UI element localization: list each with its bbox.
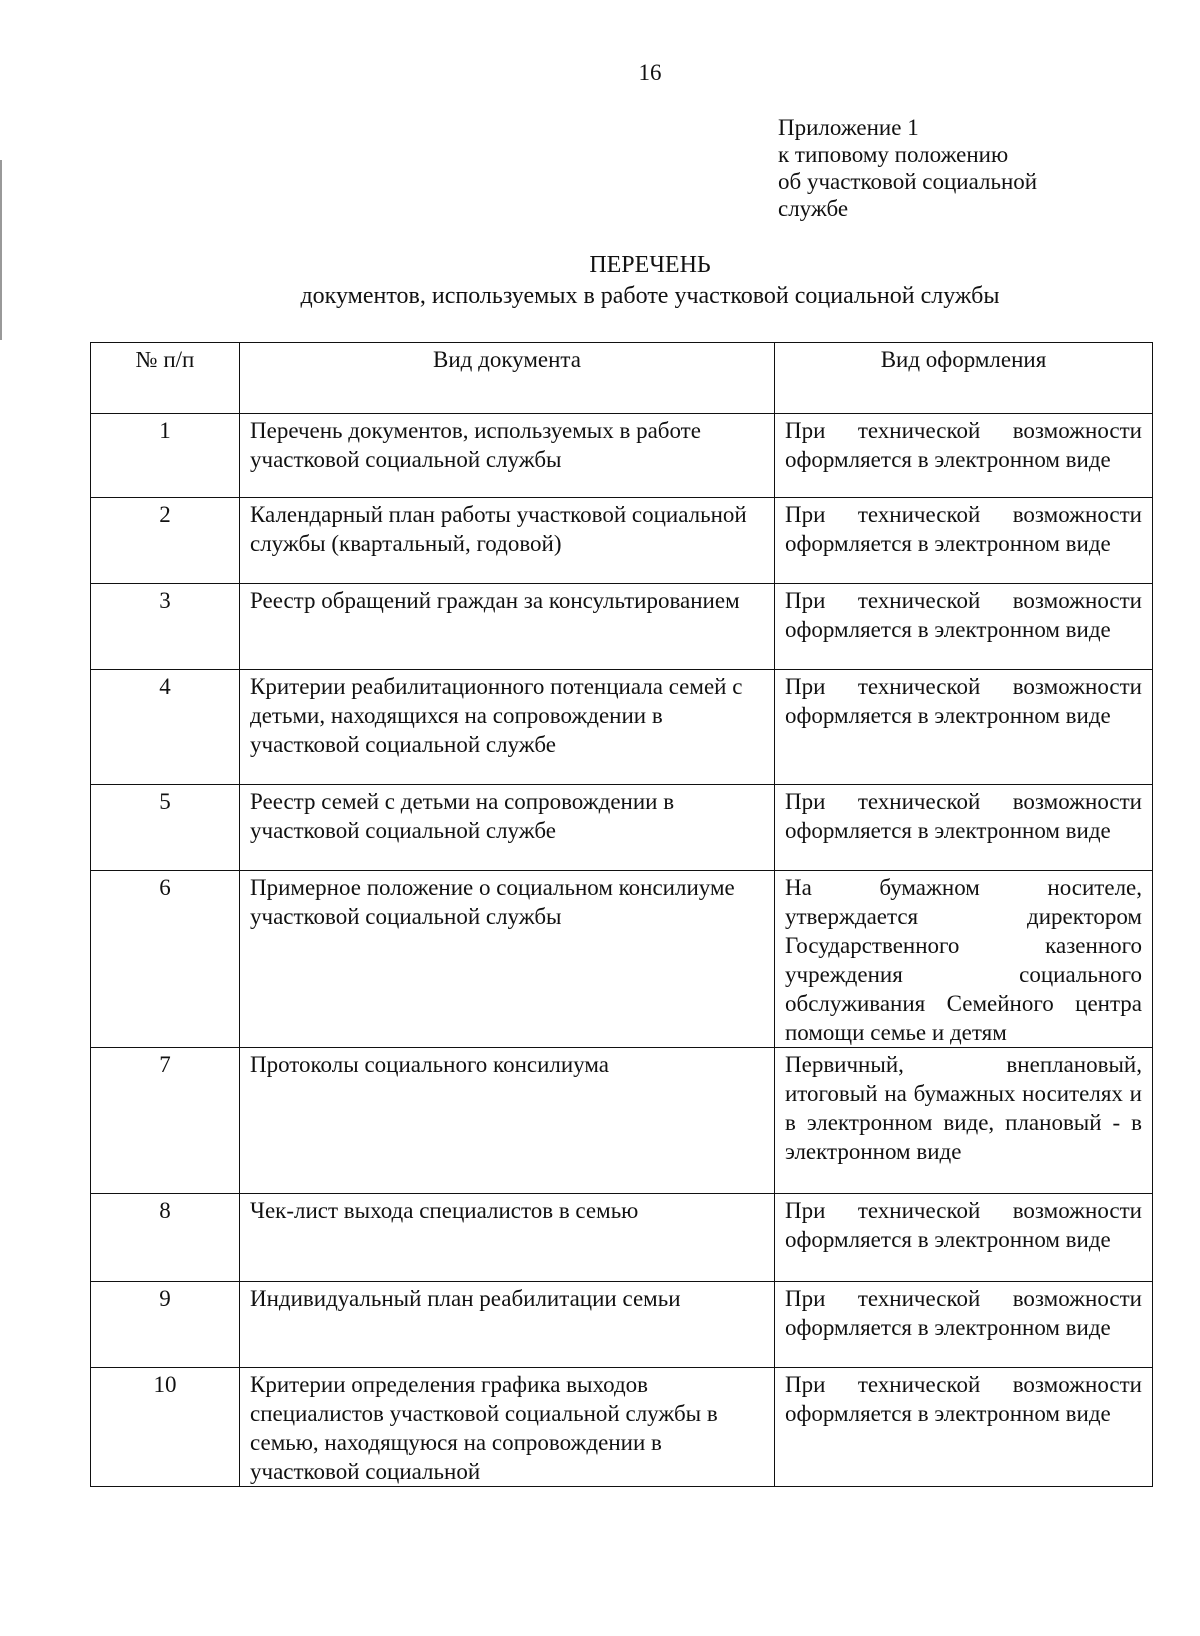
- appendix-line-4: службе: [778, 196, 849, 221]
- table-row: [91, 1368, 1153, 1487]
- table-row: [91, 670, 1153, 785]
- row-form-type: При технической возможности оформляется в электронном виде: [775, 1368, 1153, 1487]
- row-num: 4: [91, 670, 240, 785]
- row-num: 10: [91, 1368, 240, 1487]
- row-doc-type: Протоколы социального консилиума: [240, 1048, 775, 1194]
- row-num: 1: [91, 414, 240, 498]
- row-doc-type: Индивидуальный план реабилитации семьи: [240, 1282, 775, 1368]
- table-row: [91, 871, 1153, 1048]
- table-row: [91, 1048, 1153, 1194]
- appendix-line-1: Приложение 1: [778, 115, 919, 140]
- row-num: 8: [91, 1194, 240, 1282]
- row-form-type: На бумажном носителе, утверждается директором Государственного казенного учреждения социального обслуживания Семейного центра помощи семье и детям: [775, 871, 1153, 1048]
- table-header-row: [91, 343, 1153, 414]
- row-num: 2: [91, 498, 240, 584]
- row-form-type: При технической возможности оформляется в электронном виде: [775, 584, 1153, 670]
- row-num: 9: [91, 1282, 240, 1368]
- row-doc-type: Реестр семей с детьми на сопровождении в участковой социальной службе: [240, 785, 775, 871]
- row-num: 3: [91, 584, 240, 670]
- table-row: [91, 785, 1153, 871]
- header-doc-type: Вид документа: [240, 343, 775, 414]
- header-form-type: Вид оформления: [775, 343, 1153, 414]
- row-doc-type: Календарный план работы участковой социальной службы (квартальный, годовой): [240, 498, 775, 584]
- appendix-note: [778, 114, 1037, 222]
- row-doc-type: Чек-лист выхода специалистов в семью: [240, 1194, 775, 1282]
- row-form-type: При технической возможности оформляется в электронном виде: [775, 1282, 1153, 1368]
- row-doc-type: Перечень документов, используемых в работе участковой социальной службы: [240, 414, 775, 498]
- appendix-line-3: об участковой социальной: [778, 169, 1038, 194]
- table-row: [91, 498, 1153, 584]
- table-row: [91, 414, 1153, 498]
- row-form-type: При технической возможности оформляется в электронном виде: [775, 1194, 1153, 1282]
- row-num: 5: [91, 785, 240, 871]
- appendix-line-2: к типовому положению: [778, 142, 1009, 167]
- page-number: 16: [638, 60, 662, 85]
- document-subtitle: документов, используемых в работе участковой социальной службы: [300, 283, 1000, 309]
- row-form-type: При технической возможности оформляется в электронном виде: [775, 785, 1153, 871]
- table-row: [91, 1282, 1153, 1368]
- row-num: 7: [91, 1048, 240, 1194]
- row-num: 6: [91, 871, 240, 1048]
- row-form-type: При технической возможности оформляется в электронном виде: [775, 414, 1153, 498]
- row-form-type: При технической возможности оформляется в электронном виде: [775, 670, 1153, 785]
- row-form-type: При технической возможности оформляется в электронном виде: [775, 498, 1153, 584]
- row-doc-type: Примерное положение о социальном консилиуме участковой социальной службы: [240, 871, 775, 1048]
- table-row: [91, 584, 1153, 670]
- documents-table: [90, 342, 1153, 1487]
- row-form-type: Первичный, внеплановый, итоговый на бумажных носителях и в электронном виде, плановый - в электронном виде: [775, 1048, 1153, 1194]
- row-doc-type: Реестр обращений граждан за консультированием: [240, 584, 775, 670]
- row-doc-type: Критерии реабилитационного потенциала семей с детьми, находящихся на сопровождении в участковой социальной службе: [240, 670, 775, 785]
- header-num: № п/п: [91, 343, 240, 414]
- table-row: [91, 1194, 1153, 1282]
- row-doc-type: Критерии определения графика выходов специалистов участковой социальной службы в семью, находящуюся на сопровождении в участковой социальной: [240, 1368, 775, 1487]
- document-title: ПЕРЕЧЕНЬ: [589, 252, 711, 278]
